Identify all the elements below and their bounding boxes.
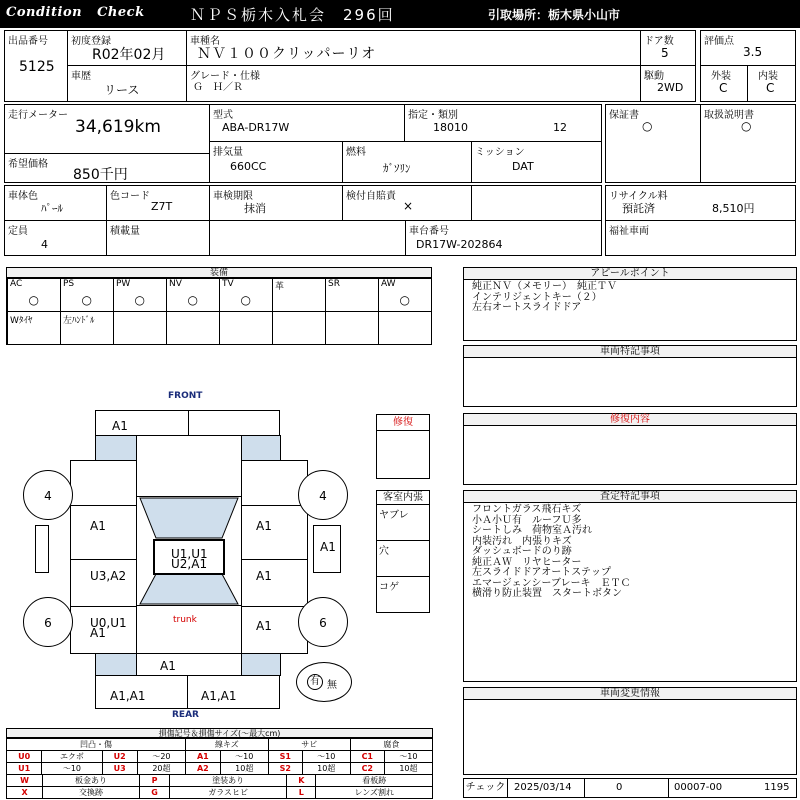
lot-number: 5125 (19, 59, 55, 75)
first-reg-label: 初度登録 (71, 36, 111, 47)
spare-tire (296, 662, 352, 702)
blank-cell-1 (471, 185, 602, 221)
model-value: ABA-DR17W (222, 121, 290, 134)
legend-desc: 看板跡 (316, 775, 433, 787)
cabin-item-tear: ヤブレ (377, 505, 429, 541)
repair-content-title: 修復内容 (464, 414, 796, 426)
rear-right-quarter (241, 606, 308, 654)
ext-cell (700, 65, 748, 102)
legend-code: U2 (102, 751, 137, 763)
transmission-cell (471, 141, 602, 183)
rear-right-door (241, 559, 308, 607)
drive-cell (640, 65, 696, 102)
spare-yes: 有 (307, 674, 323, 690)
ext-label: 外装 (711, 71, 731, 82)
equipment-label: AC (10, 279, 23, 289)
recycle-cell (605, 185, 796, 221)
color-label: 車体色 (8, 191, 38, 202)
insurance-label: 検付自賠責 (346, 191, 396, 202)
int-label: 内装 (758, 71, 778, 82)
tire-front-left: 4 (23, 470, 73, 520)
change-info-panel (463, 687, 797, 775)
equipment-title: 装備 (7, 268, 431, 278)
legend-code: A1 (185, 751, 220, 763)
manual-label: 取扱説明書 (704, 110, 754, 121)
legend-code: S2 (268, 763, 302, 775)
front-label: FRONT (168, 391, 203, 401)
recycle-status: 預託済 (622, 202, 655, 215)
legend-desc: 20超 (137, 763, 185, 775)
legend-desc: ～10 (220, 751, 268, 763)
tire-front-right: 4 (298, 470, 348, 520)
legend-desc: レンズ割れ (316, 787, 433, 799)
chassis-value: DR17W-202864 (416, 238, 503, 251)
rear-right-lamp (241, 653, 281, 676)
warranty-value: ○ (642, 119, 653, 133)
front-left-fender (70, 460, 137, 506)
fuel-value: ｶﾞｿﾘﾝ (383, 162, 411, 175)
front-right-lamp (241, 435, 281, 461)
legend-desc: ～20 (137, 751, 185, 763)
load-label: 積載量 (110, 226, 140, 237)
equipment-label: SR (328, 279, 340, 289)
designation-value: 18010 (433, 121, 468, 134)
legend-hdr-corrosion: 腐食 (350, 739, 432, 751)
cabin-item-hole: 穴 (377, 541, 429, 577)
legend-row-2 (7, 763, 433, 775)
repair-label: 修復 (377, 415, 429, 431)
equipment-label: NV (169, 279, 182, 289)
legend-hdr-scratch: 線キズ (185, 739, 268, 751)
legend-code: W (7, 775, 43, 787)
rear-right-door-mark: A1 (256, 569, 272, 583)
equipment-label: AW (381, 279, 396, 289)
mileage-value: 34,619km (75, 117, 161, 137)
front-right-door-mark: A1 (256, 519, 272, 533)
change-info-title: 車両変更情報 (464, 688, 796, 700)
check-date: 2025/03/14 (514, 782, 572, 793)
inspection-notes-title: 査定特記事項 (464, 491, 796, 503)
legend-desc: 10超 (302, 763, 350, 775)
color-value: ﾊﾟｰﾙ (41, 202, 63, 215)
history-value: リース (104, 83, 140, 97)
legend-code: K (287, 775, 316, 787)
legend-row-1 (7, 751, 433, 763)
tire-rear-left: 6 (23, 597, 73, 647)
legend-code: C2 (350, 763, 384, 775)
inspection-value: 抹消 (244, 202, 266, 215)
brand-title: Condition Check (6, 5, 145, 20)
legend-code: X (7, 787, 43, 799)
equipment-label: PW (116, 279, 131, 289)
recycle-label: リサイクル料 (609, 191, 668, 202)
footer-divider-2 (668, 779, 669, 797)
rear-gate-mark: A1 (160, 659, 176, 673)
doors-label: ドア数 (644, 36, 674, 47)
equipment-label: 革 (275, 282, 285, 292)
doors-value: 5 (661, 46, 669, 60)
cabin-label: 客室内張 (377, 491, 429, 505)
legend-desc: 10超 (220, 763, 268, 775)
spare-no: 無 (327, 680, 337, 691)
rear-left-quarter-mark: U0,U1 A1 (90, 616, 127, 640)
capacity-label: 定員 (8, 226, 28, 237)
int-value: C (766, 81, 775, 95)
warranty-cell (605, 104, 701, 183)
model-label: 型式 (213, 110, 233, 121)
score-value: 3.5 (743, 45, 763, 59)
welfare-cell (605, 220, 796, 256)
legend-desc: エクボ (42, 751, 102, 763)
int-cell (747, 65, 796, 102)
front-right-door (241, 505, 308, 560)
trunk-area (136, 605, 242, 654)
equipment-extra-label: 左ﾊﾝﾄﾞﾙ (63, 316, 95, 326)
legend-desc: 板金あり (43, 775, 140, 787)
inspection-notes-text: フロントガラス飛石キズ 小Ａ小Ｕ有 ルーフＵ多 シートしみ 荷物室Ａ汚れ 内装汚れ 内張りキズ ダッシュボードのり跡 純正ＡＷ リヤヒーター 左スライドドアオートステップ エマージェンシーブレーキ ＥＴＣ 横滑り防止装置 スタートボタン (472, 504, 631, 599)
appeal-title: アピールポイント (464, 268, 796, 280)
legend-desc: ガラスヒビ (170, 787, 287, 799)
rear-gate (136, 653, 242, 676)
rear-left-door (70, 559, 137, 607)
trunk-label: trunk (173, 615, 197, 625)
inspection-label: 車検期限 (213, 191, 253, 202)
equipment-value: ○ (134, 293, 145, 307)
doors-cell (640, 30, 696, 66)
color-code-label: 色コード (110, 191, 150, 202)
rear-bumper-left-mark: A1,A1 (110, 689, 146, 703)
score-label: 評価点 (704, 36, 734, 47)
special-panel (463, 345, 797, 407)
check-zero: 0 (616, 782, 623, 793)
front-bumper-mark: A1 (112, 419, 128, 433)
legend-code: S1 (268, 751, 302, 763)
grade-value: Ｇ Ｈ／Ｒ (193, 82, 243, 93)
grade-label: グレード・仕様 (190, 71, 260, 82)
equipment-value: ○ (81, 293, 92, 307)
roof-mark: U1,U1 U2,A1 (171, 547, 208, 571)
appeal-text: 純正ＮＶ（メモリー） 純正ＴＶ インテリジェントキー（２） 左右オートスライドドア (472, 281, 617, 313)
history-label: 車歴 (71, 71, 91, 82)
legend2-row-2 (7, 787, 433, 799)
legend-code: C1 (350, 751, 384, 763)
special-text (464, 358, 796, 362)
welfare-label: 福祉車両 (609, 226, 649, 237)
manual-value: ○ (741, 119, 752, 133)
legend-desc: 10超 (384, 763, 432, 775)
inspection-notes-panel (463, 490, 797, 682)
front-bumper-right (188, 410, 280, 436)
designation-label: 指定・類別 (408, 110, 458, 121)
appeal-panel (463, 267, 797, 341)
fuel-label: 燃料 (346, 147, 366, 158)
equipment-value: ○ (28, 293, 39, 307)
legend-code: L (287, 787, 316, 799)
repair-content-text (464, 426, 796, 430)
score-cell (700, 30, 796, 66)
displacement-label: 排気量 (213, 147, 243, 158)
warranty-label: 保証書 (609, 110, 639, 121)
rear-left-door-mark: U3,A2 (90, 569, 127, 583)
equipment-extra-label: Wﾀｲﾔ (10, 316, 33, 326)
rear-left-lamp (95, 653, 137, 676)
legend-table-2 (6, 774, 433, 799)
equipment-value: ○ (399, 293, 410, 307)
legend2-row-1 (7, 775, 433, 787)
transmission-label: ミッション (475, 147, 525, 158)
car-name-value: ＮＶ１００クリッパーリオ (197, 46, 377, 62)
color-code-value: Z7T (151, 200, 173, 213)
footer-divider-1 (584, 779, 585, 797)
check-num: 1195 (764, 782, 790, 793)
legend-code: U1 (7, 763, 42, 775)
legend-desc: 交換跡 (43, 787, 140, 799)
pickup-location: 引取場所：栃木県小山市 (488, 8, 621, 22)
legend-hdr-rust: サビ (268, 739, 350, 751)
cabin-item-burn: コゲ (379, 582, 399, 593)
legend-desc: ～10 (384, 751, 432, 763)
rear-label: REAR (172, 710, 199, 720)
check-code: 00007-00 (674, 782, 723, 793)
displacement-value: 660CC (230, 160, 267, 173)
lot-number-label: 出品番号 (8, 36, 48, 47)
equipment-value: ○ (187, 293, 198, 307)
change-info-text (464, 700, 796, 704)
equipment-value: ○ (240, 293, 251, 307)
chassis-label: 車台番号 (409, 226, 449, 237)
price-label: 希望価格 (8, 159, 48, 170)
hood (136, 435, 242, 497)
equipment-label: TV (222, 279, 234, 289)
legend-hdr-dent: 凹凸・傷 (7, 739, 186, 751)
repair-content-panel (463, 413, 797, 485)
legend-code: P (139, 775, 169, 787)
legend-code: U0 (7, 751, 42, 763)
recycle-fee: 8,510円 (712, 202, 755, 215)
legend-code: U3 (102, 763, 137, 775)
legend-code: A2 (185, 763, 220, 775)
manual-cell (700, 104, 796, 183)
category-value: 12 (553, 121, 567, 134)
legend-code: G (139, 787, 169, 799)
drive-label: 駆動 (644, 71, 664, 82)
legend-desc: ～10 (42, 763, 102, 775)
legend-desc: 塗装あり (170, 775, 287, 787)
tire-rear-right: 6 (298, 597, 348, 647)
legend-desc: ～10 (302, 751, 350, 763)
price-value: 850千円 (73, 167, 128, 183)
ext-value: C (719, 81, 728, 95)
equipment-label: PS (63, 279, 75, 289)
drive-value: 2WD (657, 81, 684, 94)
rear-bumper-right-mark: A1,A1 (201, 689, 237, 703)
transmission-value: DAT (512, 160, 534, 173)
first-reg-value: R02年02月 (92, 47, 166, 63)
right-side-mark: A1 (320, 540, 336, 554)
special-title: 車両特記事項 (464, 346, 796, 358)
auction-title: ＮＰＳ栃木入札会 296回 (190, 6, 395, 24)
legend-title: 損傷記号＆損傷サイズ(～最大cm) (6, 728, 433, 738)
check-label: チェック (464, 779, 508, 797)
rear-right-quarter-mark: A1 (256, 619, 272, 633)
capacity-value: 4 (41, 238, 48, 251)
left-side-step (35, 525, 49, 573)
mileage-label: 走行メーター (8, 110, 68, 121)
front-left-door-mark: A1 (90, 519, 106, 533)
footer-bar (463, 778, 797, 798)
insurance-value: × (403, 199, 414, 213)
legend-table (6, 738, 433, 775)
front-left-lamp (95, 435, 137, 461)
legend-panel (6, 728, 433, 800)
car-name-label: 車種名 (190, 36, 220, 47)
